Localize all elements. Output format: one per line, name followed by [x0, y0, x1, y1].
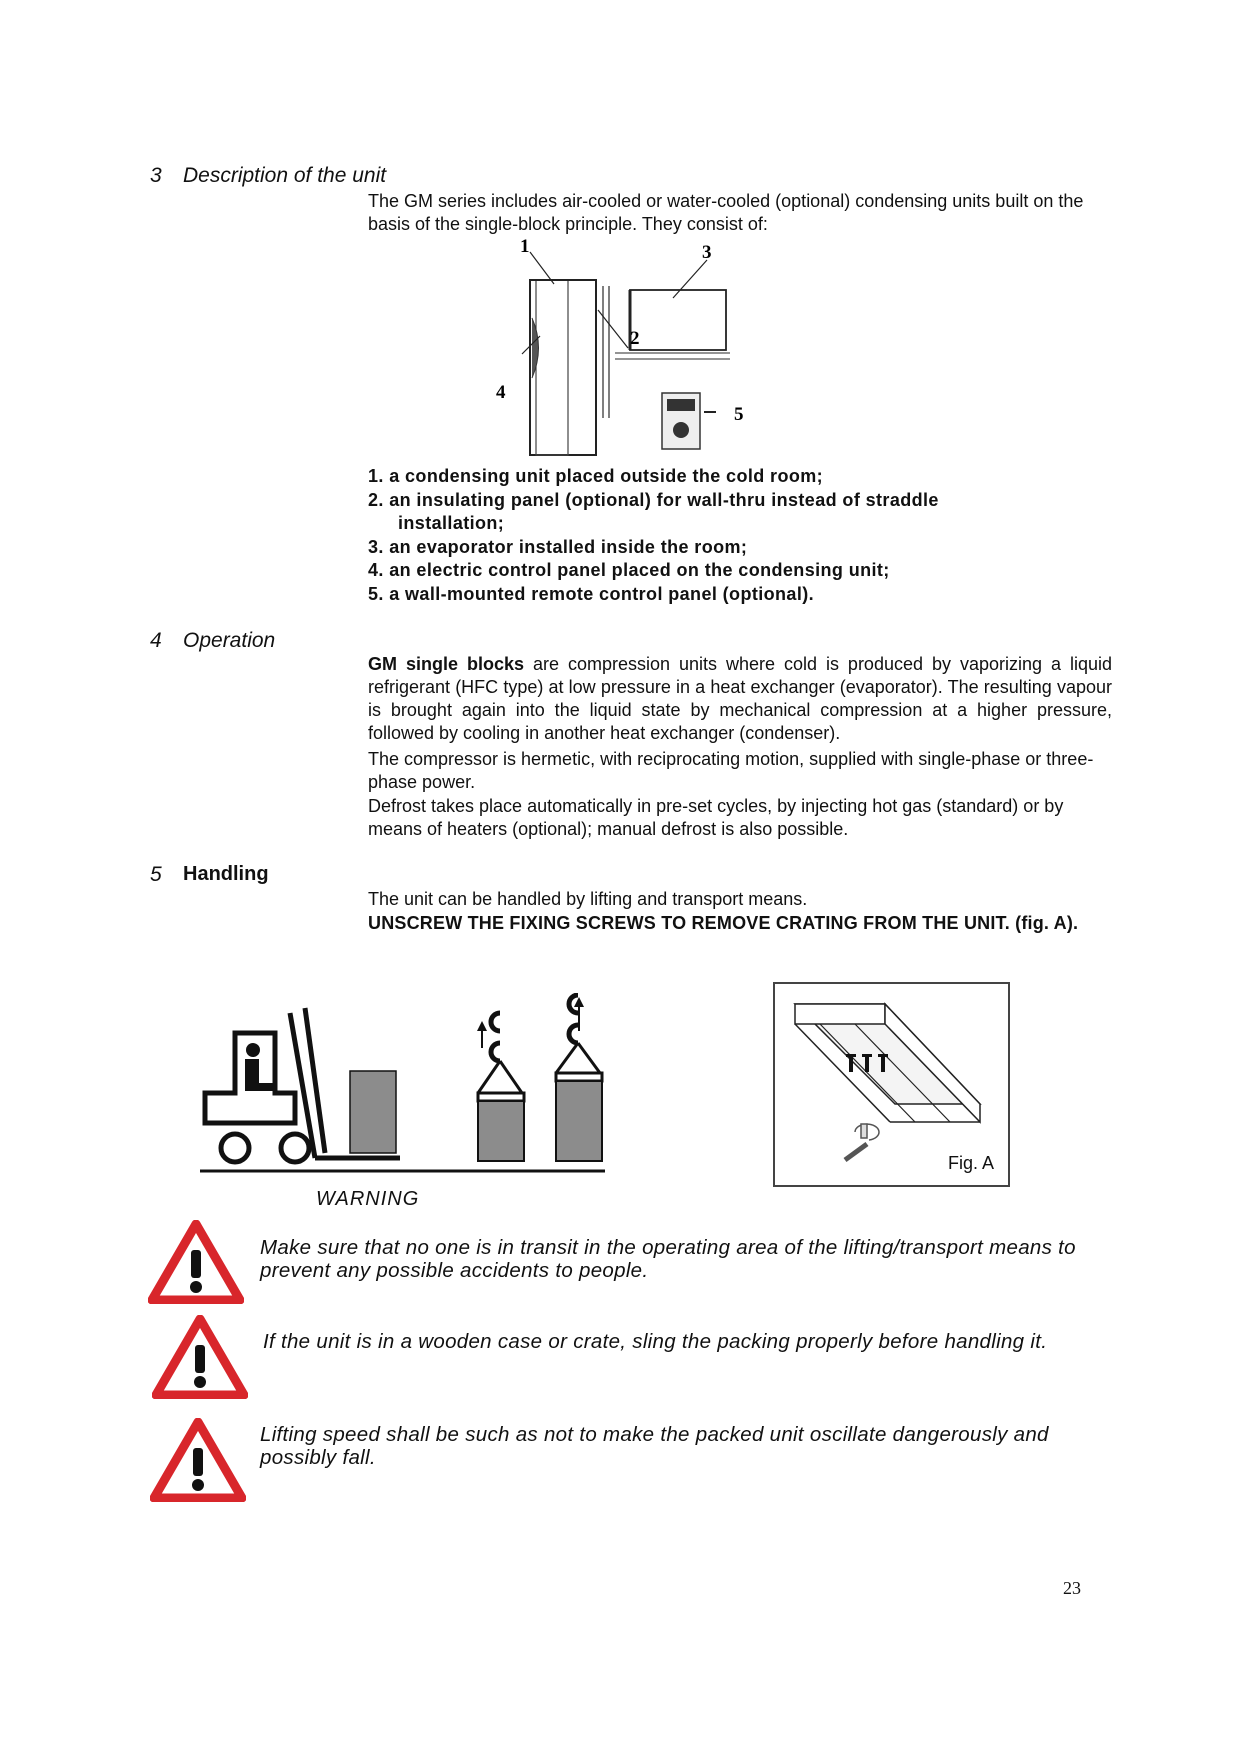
operation-text: are compression units where cold is produced by vaporizing a liquid refrigerant (HFC type) at low pressure in a heat exchanger (evaporator). The resulting vapour is brought again into the liquid state by mechanical compression at a higher pressure, followed by cooling in another heat exchanger (condenser).	[368, 654, 1112, 743]
page-number: 23	[1063, 1578, 1081, 1598]
section-5-title: Handling	[183, 863, 269, 885]
figure-a-label: Fig. A	[947, 1153, 994, 1173]
hook-icon	[478, 1013, 522, 1093]
warning-item: If the unit is in a wooden case or crate, sling the packing properly before handling it.	[263, 1330, 1048, 1353]
section-5-number: 5	[150, 863, 162, 886]
crate-on-forks	[350, 1071, 396, 1153]
list-item: 2. an insulating panel (optional) for wall-thru instead of straddle	[368, 489, 939, 510]
section-3-title: Description of the unit	[183, 164, 387, 187]
section-3-number: 3	[150, 164, 162, 187]
warning-icon	[148, 1220, 244, 1304]
warning-item: Make sure that no one is in transit in the operating area of the lifting/transport means to prevent any possible accidents to people.	[260, 1236, 1076, 1282]
warning-item: Lifting speed shall be such as not to make the packed unit oscillate dangerously and possibly fall.	[260, 1423, 1049, 1469]
figure-a	[773, 982, 1010, 1187]
condensing-unit-shape	[530, 280, 596, 455]
unit-diagram	[490, 238, 760, 458]
list-item: 1. a condensing unit placed outside the cold room;	[368, 466, 824, 486]
handling-paragraph-1: The unit can be handled by lifting and transport means.	[368, 889, 808, 909]
component-list	[368, 465, 939, 606]
callout-4: 4	[496, 382, 506, 403]
operation-paragraph-2: The compressor is hermetic, with reciprocating motion, supplied with single-phase or three-phase power.	[368, 749, 1094, 792]
warning-icon	[152, 1315, 248, 1399]
callout-3: 3	[702, 242, 712, 263]
screwdriver-icon	[845, 1124, 879, 1160]
handling-illustration	[195, 993, 615, 1173]
callout-2: 2	[630, 328, 640, 349]
handling-paragraph-2: UNSCREW THE FIXING SCREWS TO REMOVE CRATING FROM THE UNIT. (fig. A).	[368, 913, 1079, 933]
list-item: 3. an evaporator installed inside the room;	[368, 536, 748, 557]
list-item: installation;	[398, 513, 505, 533]
section-4-title: Operation	[183, 629, 276, 652]
operation-paragraph-1	[368, 653, 1112, 745]
section-4-number: 4	[150, 629, 162, 652]
operation-lead: GM single blocks	[368, 654, 524, 674]
warning-title: WARNING	[316, 1188, 420, 1210]
warning-icon	[150, 1418, 246, 1502]
callout-5: 5	[734, 404, 744, 425]
list-item: 5. a wall-mounted remote control panel (optional).	[368, 583, 815, 604]
list-item: 4. an electric control panel placed on the condensing unit;	[368, 560, 890, 580]
section-3-intro: The GM series includes air-cooled or water-cooled (optional) condensing units built on the basis of the single-block principle. They consist of:	[368, 191, 1084, 234]
operation-paragraph-3: Defrost takes place automatically in pre-set cycles, by injecting hot gas (standard) or by means of heaters (optional); manual defrost is also possible.	[368, 796, 1064, 839]
evaporator-shape	[630, 290, 726, 350]
callout-1: 1	[520, 238, 530, 257]
screw-icon	[846, 1054, 888, 1072]
